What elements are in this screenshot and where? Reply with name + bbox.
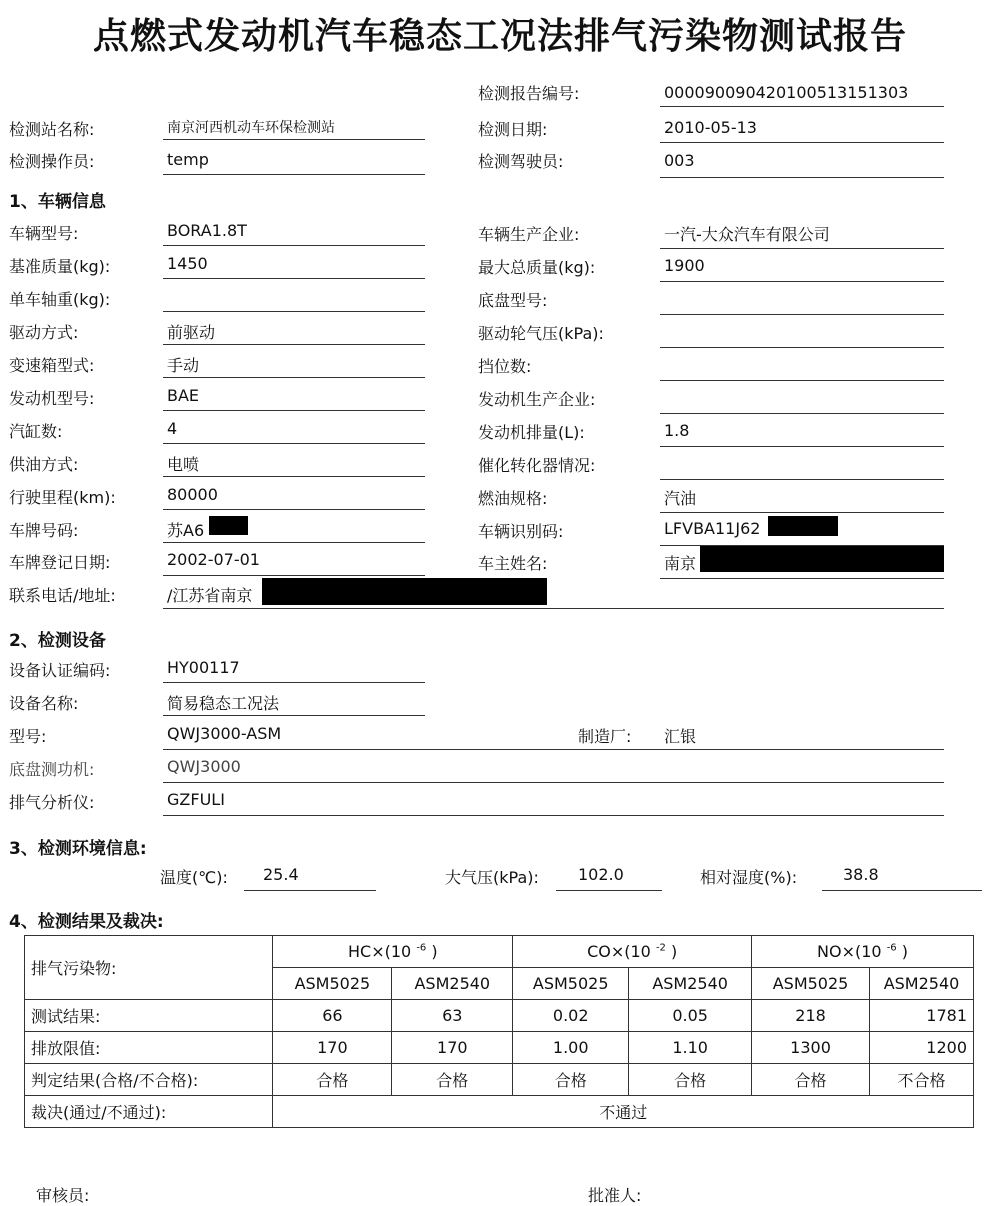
- ref-mass-underline: [163, 278, 425, 279]
- judge-cell: 合格: [629, 1064, 752, 1096]
- reg-date-label: 车牌登记日期:: [9, 553, 111, 572]
- verdict-label: 裁决(通过/不通过):: [25, 1096, 273, 1128]
- analyzer-value: GZFULI: [167, 790, 225, 809]
- cylinders-value: 4: [167, 419, 178, 438]
- hc-header: HC×(10 $^{-6}$ ): [273, 936, 513, 968]
- plate-value: 苏A6: [167, 521, 205, 540]
- owner-underline: [660, 578, 944, 579]
- table-row: [25, 1064, 974, 1096]
- catalyst-label: 催化转化器情况:: [478, 456, 596, 475]
- limit-cell: 170: [273, 1032, 392, 1064]
- dyno-label: 底盘测功机:: [9, 760, 95, 779]
- chassis-label: 底盘型号:: [478, 291, 548, 310]
- limit-cell: 170: [392, 1032, 513, 1064]
- gearbox-label: 变速箱型式:: [9, 356, 95, 375]
- verdict-value: 不通过: [273, 1096, 974, 1128]
- cert-value: HY00117: [167, 658, 240, 677]
- fuel-spec-value: 汽油: [664, 489, 697, 508]
- limit-cell: 1.10: [629, 1032, 752, 1064]
- mode-cell: ASM5025: [513, 968, 629, 1000]
- fuel-system-underline: [163, 476, 425, 477]
- date-value: 2010-05-13: [664, 118, 757, 137]
- station-underline: [163, 139, 425, 140]
- equipment-name-label: 设备名称:: [9, 694, 79, 713]
- table-row: [25, 1032, 974, 1064]
- mileage-value: 80000: [167, 485, 218, 504]
- ref-mass-value: 1450: [167, 254, 208, 273]
- max-mass-underline: [660, 281, 944, 282]
- equipment-name-value: 简易稳态工况法: [167, 694, 280, 713]
- station-value: 南京河西机动车环保检测站: [167, 120, 335, 136]
- temperature-value: 25.4: [263, 865, 299, 884]
- manufacturer-value: 汇银: [664, 727, 697, 746]
- vehicle-maker-value: 一汽-大众汽车有限公司: [664, 225, 830, 244]
- pressure-value: 102.0: [578, 865, 624, 884]
- test-result-label: 测试结果:: [25, 1000, 273, 1032]
- judge-cell: 合格: [273, 1064, 392, 1096]
- mileage-underline: [163, 509, 425, 510]
- drive-underline: [163, 344, 425, 345]
- equipment-type-value: QWJ3000-ASM: [167, 724, 282, 743]
- operator-label: 检测操作员:: [9, 152, 95, 171]
- tire-pressure-underline: [660, 347, 944, 348]
- catalyst-underline: [660, 479, 944, 480]
- table-row: [25, 1096, 974, 1128]
- engine-model-value: BAE: [167, 386, 200, 405]
- date-underline: [660, 142, 944, 143]
- axle-load-label: 单车轴重(kg):: [9, 290, 111, 309]
- engine-model-label: 发动机型号:: [9, 389, 95, 408]
- fuel-system-value: 电喷: [167, 455, 200, 474]
- section-environment-heading: 3、检测环境信息:: [9, 839, 147, 859]
- mode-cell: ASM5025: [752, 968, 870, 1000]
- mode-cell: ASM2540: [629, 968, 752, 1000]
- plate-underline: [163, 542, 425, 543]
- plate-label: 车牌号码:: [9, 521, 79, 540]
- drive-label: 驱动方式:: [9, 323, 79, 342]
- chassis-underline: [660, 314, 944, 315]
- gearbox-value: 手动: [167, 356, 200, 375]
- ref-mass-label: 基准质量(kg):: [9, 257, 111, 276]
- contact-underline: [163, 608, 944, 609]
- max-mass-label: 最大总质量(kg):: [478, 258, 596, 277]
- date-label: 检测日期:: [478, 120, 548, 139]
- limit-label: 排放限值:: [25, 1032, 273, 1064]
- owner-label: 车主姓名:: [478, 554, 548, 573]
- manufacturer-label: 制造厂:: [578, 727, 632, 746]
- judge-cell: 不合格: [870, 1064, 974, 1096]
- test-cell: 0.05: [629, 1000, 752, 1032]
- engine-maker-underline: [660, 413, 944, 414]
- humidity-label: 相对湿度(%):: [700, 868, 798, 887]
- equipment-name-underline: [163, 715, 425, 716]
- mode-cell: ASM2540: [392, 968, 513, 1000]
- contact-value: /江苏省南京: [167, 586, 253, 605]
- gearbox-underline: [163, 377, 425, 378]
- humidity-value: 38.8: [843, 865, 879, 884]
- section-vehicle-heading: 1、车辆信息: [9, 192, 106, 212]
- engine-model-underline: [163, 410, 425, 411]
- cylinders-label: 汽缸数:: [9, 422, 63, 441]
- test-cell: 66: [273, 1000, 392, 1032]
- no-header: NO×(10 $^{-6}$ ): [752, 936, 974, 968]
- equipment-type-label: 型号:: [9, 727, 47, 746]
- temperature-label: 温度(℃):: [160, 868, 228, 887]
- dyno-value: QWJ3000: [167, 757, 241, 776]
- analyzer-label: 排气分析仪:: [9, 793, 95, 812]
- section-equipment-heading: 2、检测设备: [9, 631, 106, 651]
- limit-cell: 1300: [752, 1032, 870, 1064]
- test-cell: 218: [752, 1000, 870, 1032]
- reg-date-underline: [163, 575, 425, 576]
- owner-redaction: [700, 546, 944, 572]
- cylinders-underline: [163, 443, 425, 444]
- test-cell: 1781: [870, 1000, 974, 1032]
- operator-value: temp: [167, 150, 209, 169]
- engine-maker-label: 发动机生产企业:: [478, 390, 596, 409]
- vehicle-model-label: 车辆型号:: [9, 224, 79, 243]
- operator-underline: [163, 174, 425, 175]
- vehicle-maker-underline: [660, 248, 944, 249]
- tire-pressure-label: 驱动轮气压(kPa):: [478, 324, 604, 343]
- results-table: [24, 935, 974, 1128]
- test-cell: 0.02: [513, 1000, 629, 1032]
- fuel-system-label: 供油方式:: [9, 455, 79, 474]
- displacement-underline: [660, 446, 944, 447]
- drive-value: 前驱动: [167, 323, 216, 342]
- vehicle-maker-label: 车辆生产企业:: [478, 225, 580, 244]
- table-row: [25, 1000, 974, 1032]
- gears-label: 挡位数:: [478, 357, 532, 376]
- cert-underline: [163, 682, 425, 683]
- equipment-type-underline: [163, 749, 944, 750]
- co-header: CO×(10 $^{-2}$ ): [513, 936, 752, 968]
- driver-underline: [660, 177, 944, 178]
- pollutant-header: 排气污染物:: [25, 936, 273, 1000]
- station-label: 检测站名称:: [9, 120, 95, 139]
- driver-value: 003: [664, 151, 695, 170]
- mileage-label: 行驶里程(km):: [9, 488, 116, 507]
- judge-cell: 合格: [513, 1064, 629, 1096]
- mode-cell: ASM2540: [870, 968, 974, 1000]
- mode-cell: ASM5025: [273, 968, 392, 1000]
- vehicle-model-underline: [163, 245, 425, 246]
- report-no-value: 000090090420100513151303: [664, 83, 909, 102]
- contact-redaction: [262, 578, 547, 605]
- dyno-underline: [163, 782, 944, 783]
- axle-load-underline: [163, 311, 425, 312]
- cert-label: 设备认证编码:: [9, 661, 111, 680]
- fuel-spec-underline: [660, 512, 944, 513]
- max-mass-value: 1900: [664, 256, 705, 275]
- displacement-value: 1.8: [664, 421, 690, 440]
- contact-label: 联系电话/地址:: [9, 586, 116, 605]
- vin-value: LFVBA11J62: [664, 519, 761, 538]
- table-row: [25, 936, 974, 968]
- judge-label: 判定结果(合格/不合格):: [25, 1064, 273, 1096]
- pressure-underline: [556, 890, 662, 891]
- owner-value: 南京: [664, 554, 697, 573]
- section-results-heading: 4、检测结果及裁决:: [9, 912, 164, 932]
- report-title: 点燃式发动机汽车稳态工况法排气污染物测试报告: [92, 15, 907, 57]
- driver-label: 检测驾驶员:: [478, 152, 564, 171]
- reg-date-value: 2002-07-01: [167, 550, 260, 569]
- gears-underline: [660, 380, 944, 381]
- vehicle-model-value: BORA1.8T: [167, 221, 247, 240]
- approver-label: 批准人:: [588, 1186, 642, 1205]
- limit-cell: 1.00: [513, 1032, 629, 1064]
- analyzer-underline: [163, 815, 944, 816]
- vin-redaction: [768, 516, 838, 536]
- plate-redaction: [209, 516, 248, 535]
- humidity-underline: [822, 890, 982, 891]
- limit-cell: 1200: [870, 1032, 974, 1064]
- judge-cell: 合格: [752, 1064, 870, 1096]
- reviewer-label: 审核员:: [36, 1186, 90, 1205]
- displacement-label: 发动机排量(L):: [478, 423, 585, 442]
- pressure-label: 大气压(kPa):: [445, 868, 539, 887]
- vin-label: 车辆识别码:: [478, 522, 564, 541]
- report-no-underline: [660, 106, 944, 107]
- temperature-underline: [244, 890, 376, 891]
- judge-cell: 合格: [392, 1064, 513, 1096]
- test-cell: 63: [392, 1000, 513, 1032]
- report-no-label: 检测报告编号:: [478, 84, 580, 103]
- fuel-spec-label: 燃油规格:: [478, 489, 548, 508]
